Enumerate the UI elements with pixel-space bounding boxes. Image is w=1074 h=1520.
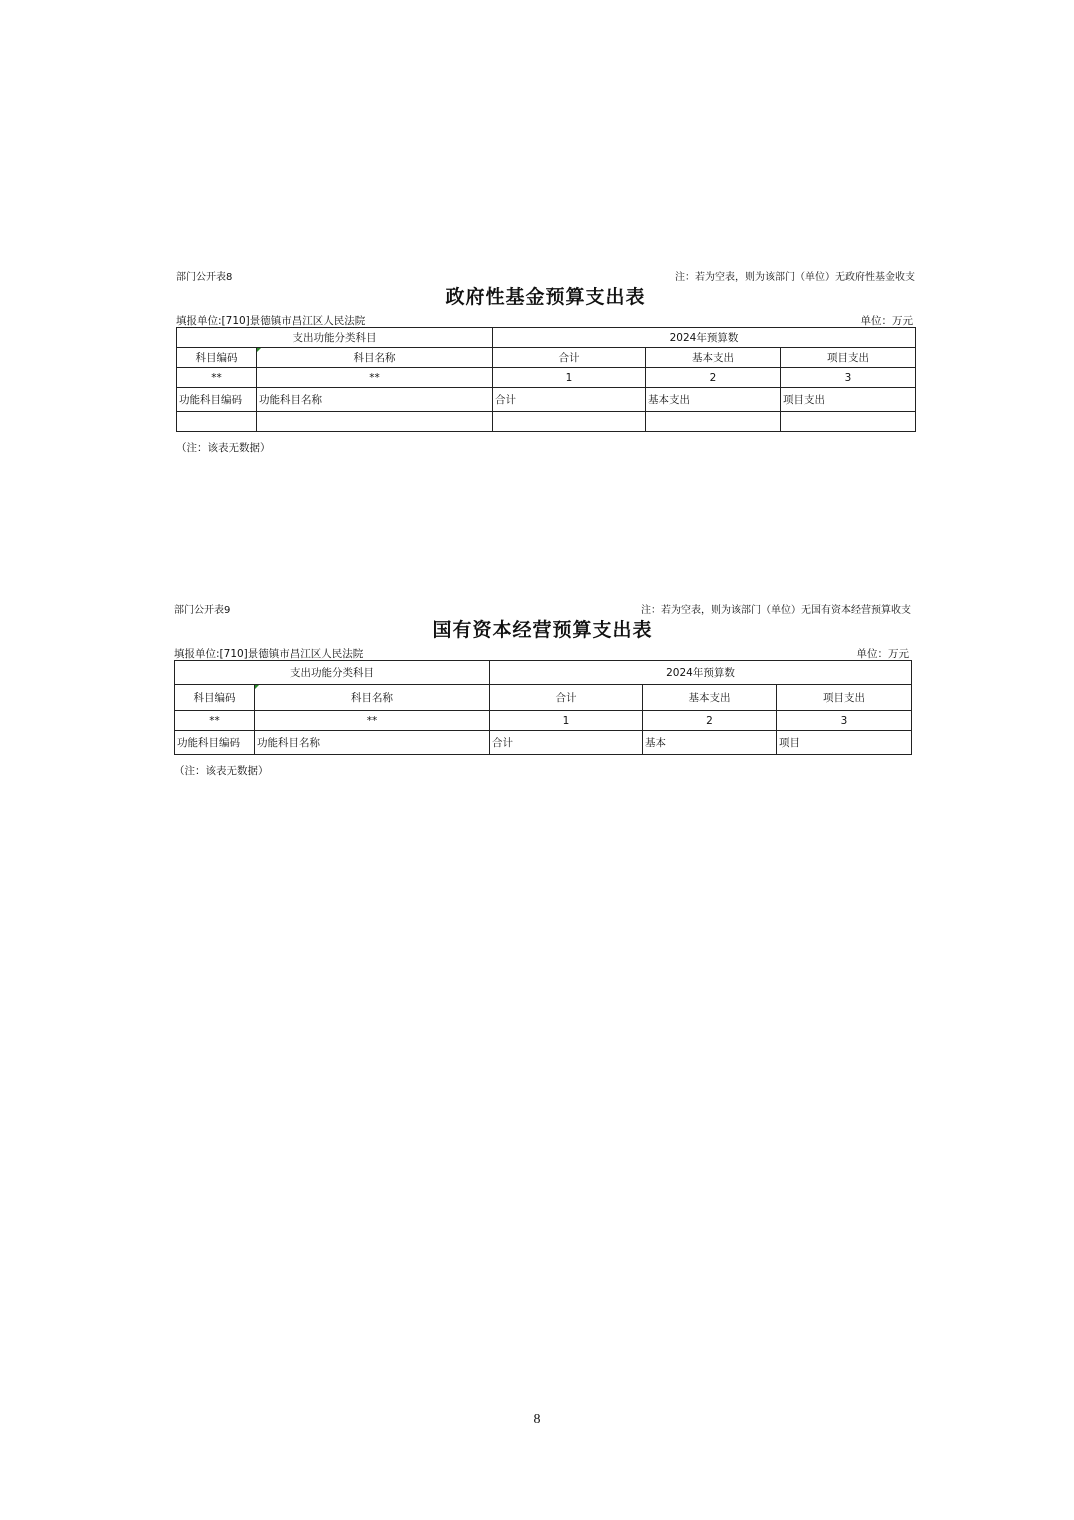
table9-col-project: 项目支出	[777, 685, 912, 711]
table9-col-basic: 基本支出	[643, 685, 777, 711]
table9-footnote: （注：该表无数据）	[174, 765, 269, 777]
table9-idx-basic: 2	[643, 711, 777, 731]
table9-header-group-right: 2024年预算数	[490, 661, 912, 685]
table8-currency-unit: 单位：万元	[860, 315, 913, 327]
table9-grid	[174, 660, 912, 755]
table8-col-name: 科目名称	[257, 348, 493, 368]
table8-empty-cell	[781, 412, 916, 432]
table8-field-total: 合计	[493, 388, 646, 412]
table8-empty-cell	[177, 412, 257, 432]
page-number: 8	[533, 1412, 541, 1427]
table8-empty-row	[177, 412, 916, 432]
table9-top-row	[174, 598, 911, 616]
table9-field-basic: 基本	[643, 731, 777, 755]
table8-idx-code: **	[177, 368, 257, 388]
table8-idx-basic: 2	[646, 368, 781, 388]
table8-empty-cell	[646, 412, 781, 432]
table9-top-note: 注：若为空表，则为该部门（单位）无国有资本经营预算收支	[641, 605, 911, 616]
table8-grid	[176, 327, 916, 432]
table8-col-total: 合计	[493, 348, 646, 368]
table9-unit-row	[174, 644, 911, 660]
table9-field-name: 功能科目名称	[255, 731, 490, 755]
table9-reporting-unit: 填报单位:[710]景德镇市昌江区人民法院	[174, 648, 364, 660]
table9-currency-unit: 单位：万元	[856, 648, 909, 660]
table9-field-code: 功能科目编码	[175, 731, 255, 755]
table8-field-row	[177, 388, 916, 412]
table9-field-project: 项目	[777, 731, 912, 755]
table9-section	[174, 598, 911, 778]
table9-index-row	[175, 711, 912, 731]
table9-field-total: 合计	[490, 731, 643, 755]
table8-header-group-right: 2024年预算数	[493, 328, 916, 348]
table8-idx-name: **	[257, 368, 493, 388]
table8-field-code: 功能科目编码	[177, 388, 257, 412]
table9-col-name: 科目名称	[255, 685, 490, 711]
table8-col-code: 科目编码	[177, 348, 257, 368]
table8-reporting-unit: 填报单位:[710]景德镇市昌江区人民法院	[176, 315, 366, 327]
table9-idx-project: 3	[777, 711, 912, 731]
table8-top-note: 注：若为空表，则为该部门（单位）无政府性基金收支	[675, 272, 915, 283]
table9-idx-name: **	[255, 711, 490, 731]
table8-section	[176, 265, 915, 455]
table8-unit-row	[176, 311, 915, 327]
table8-field-basic: 基本支出	[646, 388, 781, 412]
table9-idx-code: **	[175, 711, 255, 731]
table8-idx-project: 3	[781, 368, 916, 388]
table8-header-group-row	[177, 328, 916, 348]
table8-doc-number: 部门公开表8	[176, 272, 233, 283]
table9-col-code: 科目编码	[175, 685, 255, 711]
table8-top-row	[176, 265, 915, 283]
table9-idx-total: 1	[490, 711, 643, 731]
table8-idx-total: 1	[493, 368, 646, 388]
table9-col-total: 合计	[490, 685, 643, 711]
table9-title: 国有资本经营预算支出表	[432, 619, 653, 641]
table9-header-group-left: 支出功能分类科目	[175, 661, 490, 685]
table8-index-row	[177, 368, 916, 388]
table8-empty-cell	[257, 412, 493, 432]
table9-doc-number: 部门公开表9	[174, 605, 231, 616]
table8-col-project: 项目支出	[781, 348, 916, 368]
table8-field-project: 项目支出	[781, 388, 916, 412]
table8-col-basic: 基本支出	[646, 348, 781, 368]
table8-empty-cell	[493, 412, 646, 432]
table9-field-row	[175, 731, 912, 755]
table8-footnote: （注：该表无数据）	[176, 442, 271, 454]
table8-title: 政府性基金预算支出表	[445, 286, 646, 308]
table8-header-row	[177, 348, 916, 368]
table9-header-group-row	[175, 661, 912, 685]
table9-header-row	[175, 685, 912, 711]
table8-field-name: 功能科目名称	[257, 388, 493, 412]
table8-header-group-left: 支出功能分类科目	[177, 328, 493, 348]
